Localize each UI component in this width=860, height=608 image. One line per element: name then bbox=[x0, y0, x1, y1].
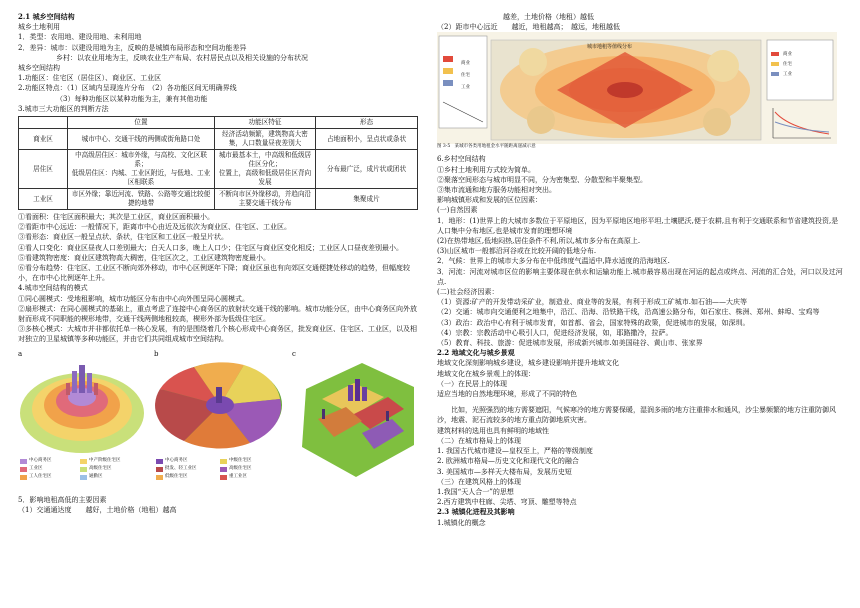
legend-a-left bbox=[29, 457, 52, 481]
table-row bbox=[19, 150, 418, 189]
legend-item: 重工业区 bbox=[229, 473, 247, 479]
legend-item: 通勤区 bbox=[89, 473, 103, 479]
text-line: ⑥看分布趋势：住宅区、工业区不断向郊外移动，市中心区例逐年下降；商业区虽也有向郊区交通便捷处移动的趋势，但幅度较小，在市中心比例逐年上升。 bbox=[18, 264, 410, 283]
right-lines bbox=[437, 154, 845, 527]
legend-item: 住宅 bbox=[461, 73, 470, 79]
section-title: 2.3 城镇化进程及其影响 bbox=[437, 507, 515, 517]
table-row bbox=[19, 129, 418, 150]
function-zone-table bbox=[18, 116, 418, 210]
text-line: ①同心圆模式：受地租影响，城市功能区分布由中心向外围呈同心圆模式。 bbox=[18, 294, 249, 303]
text-line: 适应当地的自然地理环境，形成了不同的特色 bbox=[437, 390, 577, 399]
text-line: （3）每种功能区以某种功能为主，兼有其他功能 bbox=[56, 94, 208, 103]
text-line: 建筑材料的选用也具有鲜明的地域性 bbox=[437, 426, 549, 435]
land-rent-map-illustration bbox=[437, 32, 837, 150]
left-mid-lines bbox=[18, 212, 418, 345]
legend-item: 低级住宅区 bbox=[165, 473, 188, 479]
text-line: （2）交通：城市向交通便利之地集中，沿江、沿海、沿铁路干线，沿高速公路分布，如石家庄、株洲、郑州、蚌埠、宝鸡等 bbox=[437, 308, 820, 317]
text-line: （5）教育、科技、旅游：促进城市发展，形成新兴城市.如美国硅谷、黄山市、张家界 bbox=[437, 339, 703, 348]
text-line: 1. 我国古代城市建设—皇权至上，严格的等级制度 bbox=[437, 447, 593, 456]
text-line: 地域文化在城乡景观上的体现： bbox=[437, 369, 535, 378]
table-header: 形态 bbox=[316, 117, 418, 129]
table-cell: 不断向市区外缘移动，并趋向沿主要交通干线分布 bbox=[215, 189, 316, 210]
text-line: 乡村：以农业用地为主，反映农业生产布局、农村居民点以及相关设施的分布状况 bbox=[56, 53, 308, 62]
table-header: 功能区特征 bbox=[215, 117, 316, 129]
map-title: 城市地租等值线分布 bbox=[587, 44, 633, 51]
text-line: ②扇形模式：在同心圆模式的基础上，重点考虑了连接中心商务区的放射状交通干线的影响。城市功能分区，由中心商务区向外放射而形成不同职能的楔形地带，交通干线两侧地租较高，楔形外部为低级住宅区。 bbox=[18, 304, 417, 324]
text-line: 城乡空间结构 bbox=[18, 64, 60, 73]
text-line: （2）距市中心远近 越近，地租越高； 越远，地租越低 bbox=[437, 23, 620, 32]
land-rent-map-figure bbox=[437, 32, 837, 150]
text-line: 6.乡村空间结构 bbox=[437, 155, 486, 164]
legend-b-left bbox=[165, 457, 197, 481]
text-line: ④看人口变化：商业区昼夜人口差别最大；白天人口多，晚上人口少；住宅区与商业区变化相反；工业区人口昼夜差别最小。 bbox=[18, 243, 403, 252]
table-cell: 集聚成片 bbox=[316, 189, 418, 210]
text-line: （1）资源:矿产的开发带动采矿业，制造业、商业等的发展，有利于形成工矿城市.如石油——大庆等 bbox=[437, 298, 748, 307]
map-caption: 图 3-5 某城市各类用地租金水平随距离递减示意 bbox=[437, 144, 536, 150]
text-line: 3．河流：河流对城市区位的影响主要体现在供水和运输功能上.城市最容易出现在河运的起点或终点、河流的汇合处，河口以及过河点. bbox=[437, 267, 843, 286]
table-cell: 占地面积小，呈点状或条状 bbox=[316, 129, 418, 150]
table-header-row bbox=[19, 117, 418, 129]
figure-label: a bbox=[18, 349, 23, 358]
legend-item: 高级住宅区 bbox=[229, 465, 252, 471]
text-line: ③多核心模式：大城市并非都依托单一核心发展，有的是围绕着几个核心形成中心商务区，批发商业区、住宅区、工业区，以及相对独立的卫星城镇等多种功能区，并由它们共同组成城市空间结构。 bbox=[18, 325, 417, 344]
text-line: 1．地形：(1)世界上的大城市多数位于平原地区，因为平原地区地形平坦,土壤肥沃,便于农耕,且有利于交通联系和节省建筑投资,是人口集中分布地区,也是城市发育的理想环境 bbox=[437, 216, 839, 235]
legend-item: 商业 bbox=[783, 52, 792, 58]
text-line: ③看形态：商业区一般呈点状、条状，住宅区和工业区一般呈片状。 bbox=[18, 233, 228, 242]
city-model-figures bbox=[18, 349, 418, 491]
text-line: ⑤看建筑物密度：商业区建筑物高大稠密，住宅区次之，工业区建筑物密度最小。 bbox=[18, 253, 270, 262]
text-line: 2. 欧洲城市格局—历史文化和现代文化的融合 bbox=[437, 457, 579, 466]
text-line: （4）宗教：宗教活动中心吸引人口，促进经济发展，如，耶路撒冷，拉萨。 bbox=[437, 328, 673, 337]
text-line: 越差，土地价格（地租）越低 bbox=[503, 13, 594, 21]
text-line: 2.功能区特点：（1）区域内呈现连片分布 （2）各功能区间无明确界线 bbox=[18, 84, 237, 93]
left-bottom-lines bbox=[18, 495, 418, 515]
figure-label: c bbox=[292, 349, 296, 358]
legend-a-right bbox=[89, 457, 121, 481]
text-line: 影响城镇形成和发展的区位因素： bbox=[437, 196, 542, 205]
text-line: （一）在民居上的体现 bbox=[437, 379, 507, 388]
multi-nuclei-model-figure bbox=[292, 349, 418, 491]
left-top-lines bbox=[18, 22, 418, 114]
text-line: (二)社会经济因素： bbox=[437, 288, 499, 297]
text-line: (2)在热带地区,低地闷热,居住条件不利,所以,城市多分布在高原上. bbox=[437, 237, 641, 246]
text-line: 2．气候：世界上的城市大多分布在中低纬度气温适中,降水适度的沿海地区. bbox=[437, 257, 670, 266]
legend-item: 中心商务区 bbox=[165, 457, 188, 463]
legend-item: 商业 bbox=[461, 61, 470, 67]
text-line: 比如，光照强烈的地方需要遮阳，气候寒冷的地方需要保暖，湿润多雨的地方注重排水和通风，沙尘暴频繁的地方注重防御风沙，地震、泥石流较多的地方重点防御地质灾害。 bbox=[437, 406, 836, 425]
text-line: ②看距市中心远近：一般情况下，距离市中心由近及远依次为商业区、住宅区、工业区。 bbox=[18, 223, 291, 232]
section-title: 2.1 城乡空间结构 bbox=[18, 12, 75, 21]
text-line: 1．类型：农用地、建设用地、未利用地 bbox=[18, 33, 142, 42]
table-header: 位置 bbox=[68, 117, 215, 129]
text-line: 2．差异：城市：以建设用地为主，反映的是城镇布局形态和空间功能差异 bbox=[18, 43, 247, 52]
multi-nuclei-model-illustration bbox=[292, 349, 418, 491]
legend-item: 工业区 bbox=[29, 465, 43, 471]
text-line: 城乡土地利用 bbox=[18, 23, 60, 32]
table-cell: 城市最基本土，中高级和低级居住区分化； 位置上，高级和低级居住区背向发展 bbox=[215, 150, 316, 189]
legend-item: 住宅 bbox=[783, 62, 792, 68]
legend-b-right bbox=[229, 457, 252, 481]
legend-item: 中心商务区 bbox=[29, 457, 52, 463]
sector-model-figure bbox=[154, 349, 286, 491]
text-line: ③集市流通和地方服务功能相对突出。 bbox=[437, 186, 556, 195]
table-cell: 商业区 bbox=[19, 129, 68, 150]
text-line: 3. 美国城市—多样天大楼布局，发展历史短 bbox=[437, 467, 572, 476]
figure-label: b bbox=[154, 349, 159, 358]
table-cell: 工业区 bbox=[19, 189, 68, 210]
right-column bbox=[437, 12, 845, 528]
text-line: （1）交通通达度 越好，土地价格（地租）越高 bbox=[18, 505, 177, 514]
table-cell: 经济活动频繁，建筑物高大密集，人口数量昼夜差别大 bbox=[215, 129, 316, 150]
text-line: 1.功能区：住宅区（居住区）、商业区、工业区 bbox=[18, 74, 162, 83]
text-line: ②聚落空间形态与城市明显不同，分为密集型、分散型和半聚集型。 bbox=[437, 175, 647, 184]
concentric-model-figure bbox=[18, 349, 146, 491]
legend-item: 高级住宅区 bbox=[89, 465, 112, 471]
text-line: ①看面积：住宅区面积最大；其次是工业区，商业区面积最小。 bbox=[18, 213, 214, 222]
legend-item: 工人住宅区 bbox=[29, 473, 52, 479]
text-line: 2.西方建筑中柱廊、尖塔、穹顶、雕塑等特点 bbox=[437, 498, 577, 507]
text-line: 地域文化深刻影响城乡建设，城乡建设影响并提升地域文化 bbox=[437, 359, 619, 368]
legend-item: 中产阶级住宅区 bbox=[89, 457, 121, 463]
map-legend-right bbox=[783, 50, 792, 80]
legend-item: 中级住宅区 bbox=[229, 457, 252, 463]
text-line: 1.城镇化的概念 bbox=[437, 518, 486, 527]
text-line: 3.城市三大功能区的判断方法 bbox=[18, 104, 109, 113]
table-row bbox=[19, 189, 418, 210]
left-column bbox=[18, 12, 418, 515]
text-line: (3)山区城市一般都沿河谷或在比较开阔的低地分布. bbox=[437, 247, 597, 256]
map-legend bbox=[461, 58, 470, 94]
table-cell: 中高级居住区：城市外缘，与高校、文化区联系； 低级居住区：内城、工业区附近，与低地、工业区相联系 bbox=[68, 150, 215, 189]
text-line: （三）在建筑风格上的体现 bbox=[437, 477, 521, 486]
table-header bbox=[19, 117, 68, 129]
text-line: 4.城市空间结构的模式 bbox=[18, 284, 88, 293]
legend-item: 工业 bbox=[783, 72, 792, 78]
text-line: 1.我国“天人合一”的思想 bbox=[437, 487, 514, 496]
legend-item: 批发、轻工业区 bbox=[165, 465, 197, 471]
text-line: 5．影响地租高低的主要因素 bbox=[18, 495, 107, 504]
table-cell: 居住区 bbox=[19, 150, 68, 189]
text-line: (一)自然因素 bbox=[437, 206, 478, 215]
text-line: （3）政治：政治中心有利于城市发育，如首都、省会，国家特殊的政策，促进城市的发展，如深圳。 bbox=[437, 318, 750, 327]
text-line: ①乡村土地利用方式较为简单。 bbox=[437, 165, 535, 174]
legend-item: 工业 bbox=[461, 85, 470, 91]
table-cell: 分布最广泛，成片状或团状 bbox=[316, 150, 418, 189]
text-line: （二）在城市格局上的体现 bbox=[437, 436, 521, 445]
table-cell: 城市中心、交通干线的两侧或街角路口处 bbox=[68, 129, 215, 150]
section-title: 2.2 地域文化与城乡景观 bbox=[437, 348, 515, 358]
table-cell: 市区外缘；靠近河流、铁路、公路等交通比较便捷的地带 bbox=[68, 189, 215, 210]
